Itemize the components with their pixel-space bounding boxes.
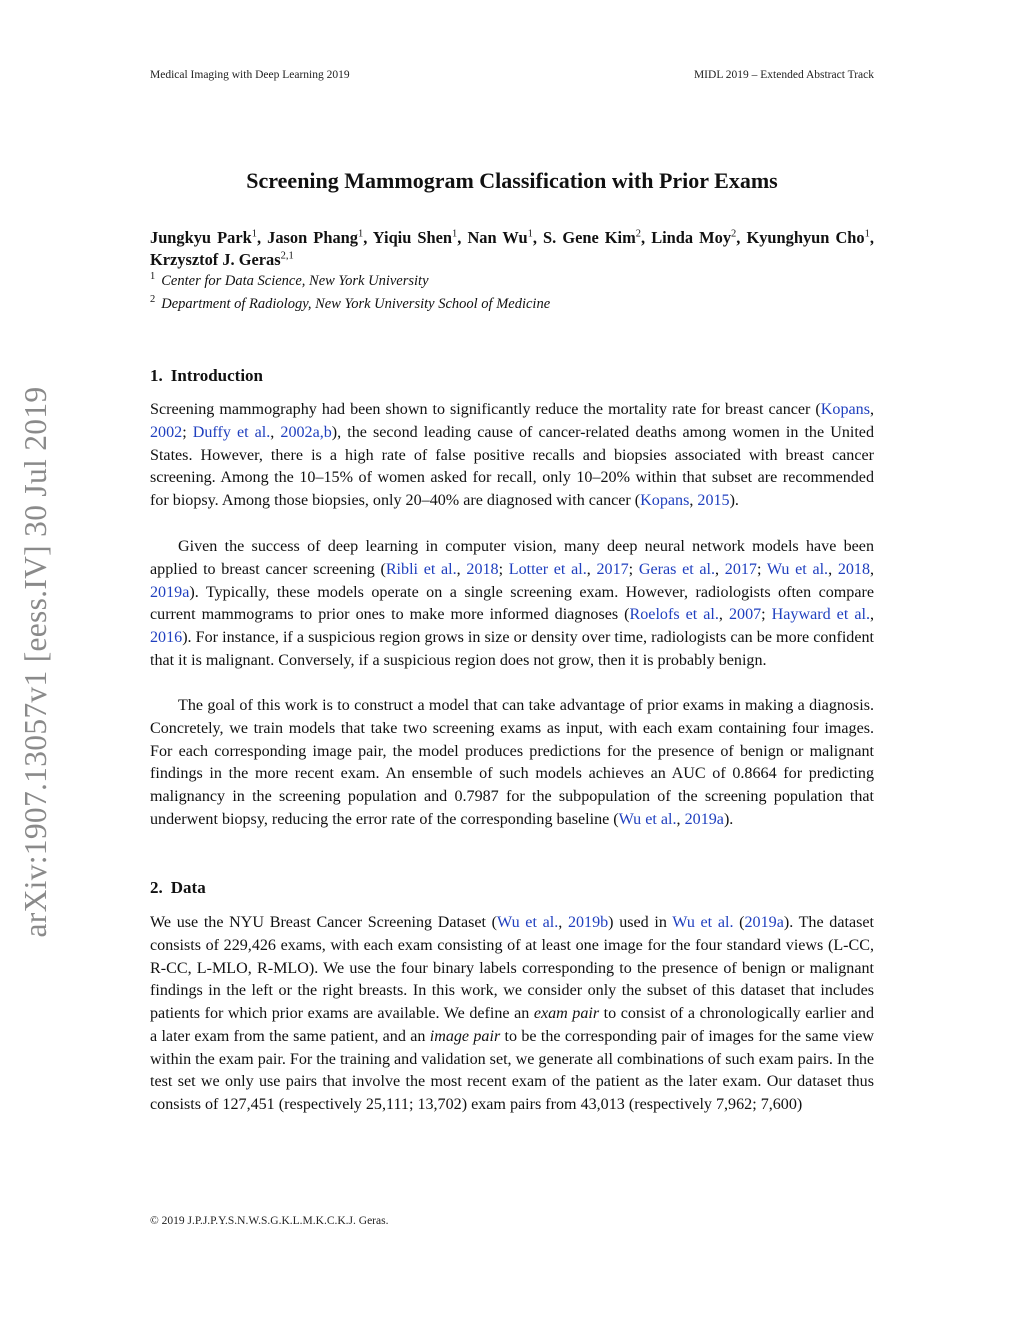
citation-link[interactable]: Duffy et al. [192,423,271,441]
citation-link[interactable]: 2007 [728,606,762,624]
citation-link[interactable]: Kopans [640,492,690,509]
author: Yiqiu Shen [372,228,453,247]
intro-paragraph-2: Given the success of deep learning in computer vision, many deep neural network models have been applied to breast cancer screening (Ribli et al., 2018; Lotter et al., 2017; Geras et al., 2017; Wu et al., 2018, 2019a). Typically, these models operate on a single screening exam. However, radiologists often compare current mammograms to prior ones to make more informed diagnoses (Roelofs et al., 2007; Hayward et al., 2016). For instance, if a suspicious region grows in size or density over time, radiologists can be more confident that it is malignant. Conversely, if a suspicious region does not grow, then it is probably benign. [150,538,875,669]
section-heading-data: 2. Data [150,878,206,897]
running-header-left: Medical Imaging with Deep Learning 2019 [150,69,350,81]
author: Jungkyu Park [150,228,252,247]
author: Jason Phang [267,228,358,247]
author-list: Jungkyu Park$^1$, Jason Phang$^1$, Yiqiu Shen$^1$, Nan Wu$^1$, S. Gene Kim$^2$, Linda Moy$^2$, Kyunghyun Cho$^1$, Krzysztof J. Geras$^{2,1}$ [150,228,874,269]
affiliation-1: $^1$ Center for Data Science, New York University [150,271,429,289]
citation-link[interactable]: Geras et al. [638,560,716,578]
author: S. Gene Kim [543,228,636,247]
citation-link[interactable]: Wu et al. [618,810,677,828]
section-heading-introduction: 1. Introduction [150,366,264,385]
citation-link[interactable]: Wu et al. [672,914,734,931]
citation-link[interactable]: Lotter et al. [508,560,587,578]
citation-link[interactable]: 2002a,b [280,423,332,441]
citation-link[interactable]: 2019b [567,914,609,931]
citation-link[interactable]: 2018 [837,560,871,578]
data-paragraph-1: We use the NYU Breast Cancer Screening Dataset (Wu et al., 2019b) used in Wu et al. (2019a). The dataset consists of 229,426 exams, with each exam consisting of at least one image for the four standard views (L-CC, R-CC, L-MLO, R-MLO). We use the four binary labels corresponding to the presence of benign or malignant findings in the left or the right breasts. In this work, we consider only the subset of this dataset that includes patients for which prior exams are available. We define an exam pair to consist of a chronologically earlier and a later exam from the same patient, and an image pair to be the corresponding pair of images for the same view within the exam pair. For the training and validation set, we generate all combinations of such exam pairs. In the test set we only use pairs that involve the most recent exam of the patient as the later exam. Our dataset thus consists of 127,451 (respectively 25,111; 13,702) exam pairs from 43,013 (respectively 7,962; 7,600) [150,914,875,1113]
citation-link[interactable]: Wu et al. [766,560,829,578]
author: Krzysztof J. Geras [150,250,281,269]
citation-link[interactable]: 2017 [596,560,629,578]
term-image-pair: image pair [429,1027,501,1045]
paper-title: Screening Mammogram Classification with Prior Exams [246,168,778,193]
term-exam-pair: exam pair [533,1005,600,1022]
affiliation-2: $^2$ Department of Radiology, New York University School of Medicine [150,294,551,312]
intro-paragraph-3: The goal of this work is to construct a model that can take advantage of prior exams in making a diagnosis. Concretely, we train models that take two screening exams as input, with each exam containing four images. For each corresponding image pair, the model produces predictions for the presence of benign or malignant findings in the more recent exam. An ensemble of such models achieves an AUC of 0.8664 for predicting malignancy in the screening population and 0.7987 for the subpopulation of the screening population that underwent biopsy, reducing the error rate of the corresponding baseline (Wu et al., 2019a). [150,697,874,828]
citation-link[interactable]: Hayward et al. [771,606,870,624]
citation-link[interactable]: Wu et al. [497,914,559,931]
citation-link[interactable]: Ribli et al. [385,560,457,578]
arxiv-id[interactable]: arXiv:1907.13057v1 [eess.IV] 30 Jul 2019 [18,386,53,938]
citation-link[interactable]: 2019a [744,914,784,931]
citation-link[interactable]: 2017 [724,560,757,578]
author: Linda Moy [651,228,732,247]
citation-link[interactable]: Kopans [820,401,870,418]
running-header-right: MIDL 2019 – Extended Abstract Track [693,69,874,81]
citation-link[interactable]: 2019a [684,810,724,828]
author: Nan Wu [467,228,528,247]
author: Kyunghyun Cho [746,228,865,247]
citation-link[interactable]: 2018 [466,560,499,578]
citation-link[interactable]: 2019a [150,583,190,601]
citation-link[interactable]: 2015 [697,492,730,509]
citation-link[interactable]: Roelofs et al. [629,606,719,624]
copyright-footer: © 2019 J.P.J.P.Y.S.N.W.S.G.K.L.M.K.C.K.J. Geras. [150,1215,389,1227]
citation-link[interactable]: 2002 [150,423,183,441]
citation-link[interactable]: 2016 [150,629,183,646]
intro-paragraph-1: Screening mammography had been shown to significantly reduce the mortality rate for breast cancer (Kopans, 2002; Duffy et al., 2002a,b), the second leading cause of cancer-related deaths among women in the United States. However, there is a high rate of false positive recalls and biopsies associated with breast cancer screening. Among the 10–15% of women asked for recall, only 10–20% within that subset are recommended for biopsy. Among those biopsies, only 20–40% are diagnosed with cancer (Kopans, 2015). [150,401,874,509]
